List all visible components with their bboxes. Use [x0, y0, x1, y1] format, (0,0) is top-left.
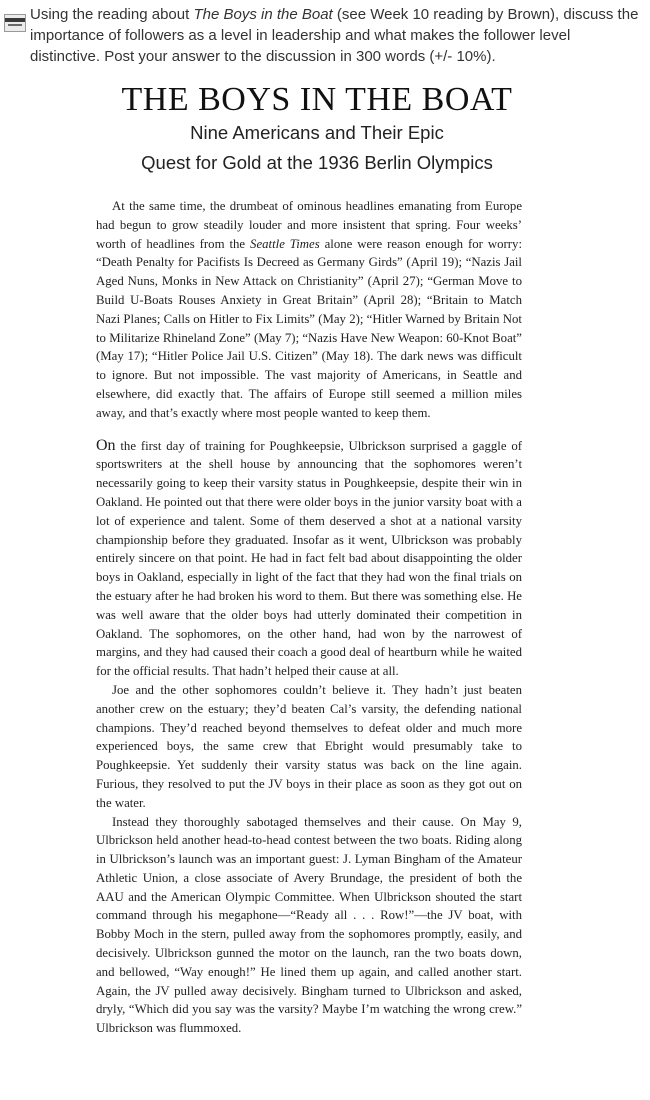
excerpt-paragraph-2 [96, 437, 522, 681]
discussion-prompt [0, 4, 650, 67]
book-subtitle-line1: Nine Americans and Their Epic [190, 122, 444, 143]
prompt-text [30, 4, 644, 67]
book-subtitle-line2: Quest for Gold at the 1936 Berlin Olympics [141, 152, 493, 173]
book-excerpt-image [82, 80, 552, 1100]
prompt-text-part2: (see Week 10 reading by Brown), discuss the importance of followers as a level in leadership and what makes the follower level distinctive. Post your answer to the discussion in 300 words (+/- 10%). [30, 6, 639, 65]
excerpt-p2-first-word: On [96, 436, 116, 454]
excerpt-p1-text-b: alone were reason enough for worry: “Death Penalty for Pacifists Is Decreed as Germany Girds” (April 19); “Nazis Jail Aged Nuns, Monks in New Attack on Christianity” (April 27); “German Move to Build U-Boats Rouses Anxiety in Great Britain” (April 28); “Britain to Match Nazi Planes; Calls on Hitler to Fix Limits” (May 2); “Hitler Warned by Britain Not to Militarize Rhineland Zone” (May 7); “Nazis Have New Weapon: 60-Knot Boat” (May 17); “Hitler Police Jail U.S. Citizen” (May 18). The dark news was difficult to ignore. But not impossible. The vast majority of Americans, in Seattle and elsewhere, did exactly that. The affairs of Europe still seemed a million miles away, and that’s exactly where most people wanted to keep them. [96, 236, 522, 420]
prompt-book-reference: The Boys in the Boat [193, 6, 333, 23]
excerpt-body [96, 197, 522, 1038]
excerpt-p1-text-a: At the same time, the drumbeat of ominous headlines emanating from Europe had begun to grow steadily louder and more insistent that spring. Four weeks’ worth of headlines from the [96, 199, 522, 251]
excerpt-paragraph-3: Joe and the other sophomores couldn’t believe it. They hadn’t just beaten another crew on the estuary; they’d beaten Cal’s varsity, the defending national champions. They’d reached beyond themselves to defeat older and much more experienced boys, the same crew that Ebright would presumably take to Poughkeepsie. Yet suddenly their varsity status was back on the line again. Furious, they resolved to put the JV boys in their place as soon as they got out on the water. [96, 682, 522, 810]
newspaper-name: Seattle Times [250, 236, 320, 251]
prompt-text-part1: Using the reading about [30, 6, 194, 23]
excerpt-paragraph-4: Instead they thoroughly sabotaged themselves and their cause. On May 9, Ulbrickson held another head-to-head contest between the two boats. Riding along in Ulbrickson’s launch was an important guest: J. Lyman Bingham of the Amateur Athletic Union, a close associate of Avery Brundage, the president of both the AAU and the American Olympic Committee. When Ulbrickson shouted the start command through his megaphone—“Ready all . . . Row!”—the JV boat, with Bobby Moch in the stern, pulled away from the sophomores promptly, easily, and decisively. Ulbrickson gunned the motor on the launch, ran the two boats down, and bellowed, “Way enough!” He lined them up again, and called another start. Again, the JV pulled away decisively. Bingham turned to Ulbrickson and asked, dryly, “Which did you say was the varsity? Maybe I’m watching the wrong crew.” Ulbrickson was flummoxed. [96, 814, 522, 1036]
book-thumbnail-icon [4, 14, 26, 32]
excerpt-paragraph-1 [96, 197, 522, 423]
book-title: THE BOYS IN THE BOAT [121, 81, 513, 118]
excerpt-p2-text: the first day of training for Poughkeepsie, Ulbrickson surprised a gaggle of sportswriters at the shell house by announcing that the sophomores weren’t necessarily going to keep their varsity status in Poughkeepsie, despite their win in Oakland. He pointed out that there were older boys in the junior varsity boat with a lot of experience and talent. Some of them deserved a shot at a national varsity championship before they graduated. Insofar as it went, Ulbrickson was probably entirely sincere on that point. He had in fact felt bad about disappointing the older boys in Oakland, especially in light of the fact that they had won the final trials on the estuary after he had broken his word to them. But there was something else. He was well aware that the older boys had utterly dominated their competition in Oakland. The sophomores, on the other hand, had won by the narrowest of margins, and they had caused their coach a good deal of heartburn while he waited for the official results. That hadn’t helped their cause at all. [96, 438, 522, 679]
